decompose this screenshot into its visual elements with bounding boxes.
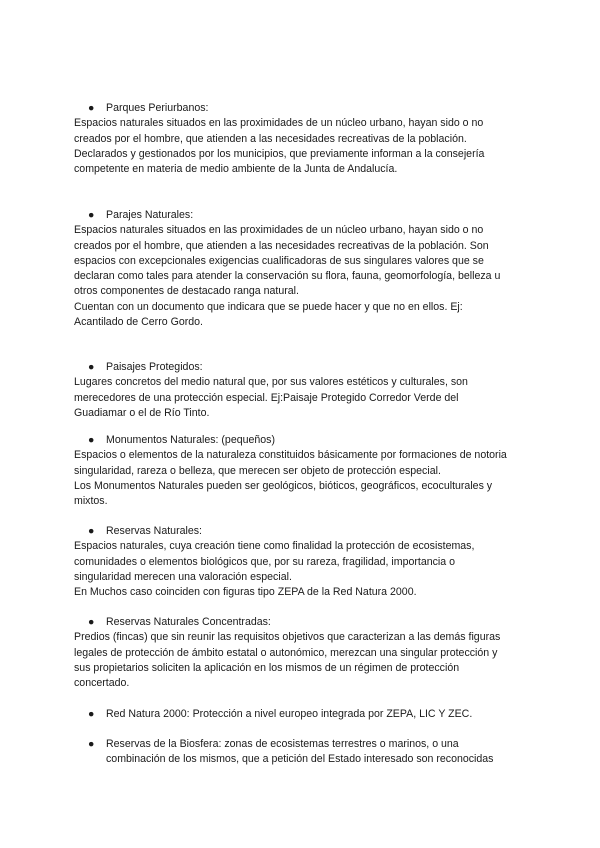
text-line: Cuentan con un documento que indicara que se puede hacer y que no en ellos. Ej:	[74, 300, 463, 313]
list-item-text: Reservas de la Biosfera: zonas de ecosistemas terrestres o marinos, o una	[106, 738, 459, 750]
section-heading	[74, 615, 524, 630]
section-heading	[74, 524, 524, 539]
section-title: Reservas Naturales:	[106, 525, 202, 537]
text-line: Espacios naturales situados en las proximidades de un núcleo urbano, hayan sido o no	[74, 117, 484, 130]
bullet-icon: ●	[88, 434, 95, 446]
text-line: singularidad merecen una valoración especial.	[74, 570, 292, 583]
text-line: Guadiamar o el de Río Tinto.	[74, 406, 210, 419]
section-reservas-concentradas	[74, 615, 524, 691]
text-line: singularidad, rareza o belleza, que merecen ser objeto de protección especial.	[74, 464, 441, 477]
bullet-icon: ●	[88, 209, 95, 221]
text-line: concertado.	[74, 677, 130, 690]
bullet-red-natura	[74, 707, 524, 722]
list-item-text: Red Natura 2000: Protección a nivel europeo integrada por ZEPA, LIC Y ZEC.	[106, 708, 473, 720]
section-parajes-naturales	[74, 208, 524, 330]
section-parques-periurbanos	[74, 101, 524, 177]
text-line: En Muchos caso coinciden con figuras tipo ZEPA de la Red Natura 2000.	[74, 586, 417, 599]
text-line: Acantilado de Cerro Gordo.	[74, 316, 203, 329]
text-line: declaran como tales para atender la conservación su flora, fauna, geomorfología, belleza u	[74, 270, 501, 283]
section-heading	[74, 360, 524, 375]
bullet-icon: ●	[88, 361, 95, 373]
text-line: sus propietarios soliciten la aplicación en los mismos de un régimen de protección	[74, 661, 460, 674]
bullet-icon: ●	[88, 616, 95, 628]
section-paisajes-protegidos	[74, 360, 524, 421]
section-title: Parajes Naturales:	[106, 209, 194, 221]
section-title: Reservas Naturales Concentradas:	[106, 616, 271, 628]
text-line: competente en materia de medio ambiente de la Junta de Andalucía.	[74, 163, 398, 176]
text-line: Declarados y gestionados por los municipios, que previamente informan a la consejería	[74, 147, 485, 160]
bullet-icon: ●	[88, 525, 95, 537]
text-line: creados por el hombre, que atienden a las necesidades recreativas de la población.	[74, 132, 467, 145]
section-heading	[74, 433, 524, 448]
section-heading	[74, 101, 524, 116]
section-monumentos-naturales	[74, 433, 524, 509]
section-title: Monumentos Naturales: (pequeños)	[106, 434, 276, 446]
text-line: Los Monumentos Naturales pueden ser geológicos, bióticos, geográficos, ecoculturales y	[74, 479, 493, 492]
text-line: Espacios o elementos de la naturaleza constituidos básicamente por formaciones de notoria	[74, 449, 507, 462]
text-line: merecedores de una protección especial. Ej:Paisaje Protegido Corredor Verde del	[74, 391, 459, 404]
text-line: Lugares concretos del medio natural que, por sus valores estéticos y culturales, son	[74, 376, 468, 389]
list-item	[74, 737, 524, 752]
section-title: Paisajes Protegidos:	[106, 361, 203, 373]
list-item-continuation: combinación de los mismos, que a petición del Estado interesado son reconocidas	[106, 753, 494, 766]
text-line: comunidades o elementos biológicos que, por su rareza, fragilidad, importancia o	[74, 555, 456, 568]
text-line: creados por el hombre, que atienden a las necesidades recreativas de la población. Son	[74, 239, 489, 252]
text-line: legales de protección de ámbito estatal o autonómico, merezcan una singular protección y	[74, 646, 498, 659]
bullet-icon: ●	[88, 738, 95, 750]
section-heading	[74, 208, 524, 223]
text-line: otros componentes de destacado ranga natural.	[74, 285, 299, 298]
text-line: Espacios naturales, cuya creación tiene como finalidad la protección de ecosistemas,	[74, 540, 475, 553]
text-line: Espacios naturales situados en las proximidades de un núcleo urbano, hayan sido o no	[74, 224, 484, 237]
text-line: espacios con excepcionales exigencias cualificadoras de sus singulares valores que se	[74, 254, 484, 267]
bullet-icon: ●	[88, 102, 95, 114]
section-title: Parques Periurbanos:	[106, 102, 209, 114]
bullet-reservas-biosfera	[74, 737, 524, 768]
list-item	[74, 707, 524, 722]
bullet-icon: ●	[88, 708, 95, 720]
text-line: Predios (fincas) que sin reunir las requisitos objetivos que caracterizan a las demás figuras	[74, 631, 501, 644]
section-reservas-naturales	[74, 524, 524, 600]
text-line: mixtos.	[74, 495, 108, 508]
